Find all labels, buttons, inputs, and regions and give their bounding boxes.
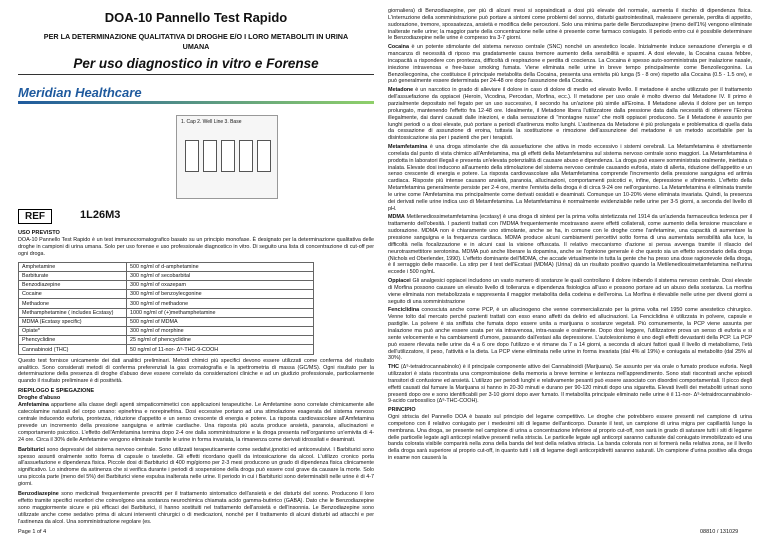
device-window bbox=[185, 140, 199, 172]
cutoff-value: 300 ng/ml of morphine bbox=[127, 327, 314, 336]
mdma-paragraph bbox=[388, 214, 752, 276]
barb-paragraph bbox=[18, 447, 374, 488]
benzo-paragraph bbox=[18, 491, 374, 526]
cutoff-drug: Methadone bbox=[19, 299, 127, 308]
cutoff-value: 300 ng/ml of benzoylecgonine bbox=[127, 290, 314, 299]
page-number: Page 1 of 4 bbox=[18, 529, 47, 535]
principle-title: PRINCIPIO bbox=[388, 407, 416, 414]
riepilogo-heading: RIEPILOGO E SPIEGAZIONE bbox=[18, 388, 95, 395]
device-window bbox=[203, 140, 217, 172]
cutoff-row bbox=[19, 327, 314, 336]
cutoff-row bbox=[19, 299, 314, 308]
methadone-text: è un narcotico in grado di alleviare il dolore in caso di dolore di medio ed elevato livello. Il metadone è anche utilizzato per il trattamento dell'assuefazione da oppiacei (Heroin, Vicodina, Percodan, Morfina, ecc.). Il metadone per uso orale è molto diverso dal Metadone IV. Il primo è parzialmente depositato nel fegato per un uso successivo, il secondo ha un'azione più simile all'Eroina. Il Metadone alleviа il dolore per un tempo prolungato, mantenendo l'effetto fra 12-48 ore. Idealmente, il Metadone libera l'utilizzatore dalla pressione data dalla necessità di ottenere l'Eroina illegalmente, dai danni causati dalle iniezioni, e dalla sensazione di "montagne russe" che molti oppiacei producono. Se il Metadone è assunto per lunghi periodi o a dosi elevate, può portare a periodi d'astinenza molto lunghi. L'astinenza da Metadone è più prolungata e problematica di quella data da cessazione di assunzione di eroina, tuttavia la sostituzione e rimozione dell'assunzione del metadone è un metodo accettabile per la disintossicazione sia per i pazienti che per i terapisti. bbox=[388, 87, 752, 142]
brand-area bbox=[18, 83, 374, 203]
cutoff-value: 25 ng/ml of phencyclidine bbox=[127, 336, 314, 345]
cocaine-text: è un potente stimolante del sistema nervoso centrale (SNC) nonché un anestetico locale. Inizialmente induce sensazione d'energia e di mancanza di necessità di riposo ma gradatamente causa tremore aumento della sensibilità e spasmi. A dosi elevate, la Cocaina causa febbre, incapacità a rispondere con prontezza, difficoltà di respirazione e perdita di coscienza. La Cocaina è spesso auto-somministrata per inalazione nasale, iniezione intravenosa e free-base smoking fumata. Viene eliminata nelle urine in breve tempo principalmente come Benzoilecgonina. La Benzoilecgonina, che costituisce il principale metabolita della Cocaina, presenta una emivita più lunga (5 - 8 ore) rispetto alla Cocaina (0.5 - 1.5 ore), e può generalmente essere determinata per 24-48 ore dopo l'assunzione della Cocaina. bbox=[388, 44, 752, 85]
device-labels: 1. Cap 2. Well Line 3. Base bbox=[181, 119, 242, 125]
cutoff-row bbox=[19, 290, 314, 299]
cutoff-drug: Benzodiazepine bbox=[19, 281, 127, 290]
cutoff-value: 50 ng/ml of 11-nor- Δ⁹-THC-9-COOH bbox=[127, 345, 314, 354]
use-title: Per uso diagnostico in vitro e Forense bbox=[73, 56, 319, 71]
right-column bbox=[388, 8, 752, 513]
cutoff-row bbox=[19, 308, 314, 317]
test-panel-image bbox=[176, 115, 278, 199]
methamphetamine-paragraph bbox=[388, 144, 752, 212]
cutoff-row bbox=[19, 262, 314, 271]
barb-title: Barbiturici bbox=[18, 446, 45, 453]
doc-subtitle bbox=[18, 32, 374, 52]
cutoff-value: 500 ng/ml of d-amphetamine bbox=[127, 262, 314, 271]
benzo-title: Benzodiazepine bbox=[18, 491, 59, 498]
cocaine-paragraph bbox=[388, 44, 752, 85]
methadone-paragraph bbox=[388, 87, 752, 142]
cutoff-drug: Cocaine bbox=[19, 290, 127, 299]
cutoff-row bbox=[19, 281, 314, 290]
cutoff-drug: Opiate* bbox=[19, 327, 127, 336]
brand-strip bbox=[18, 101, 374, 104]
methamphetamine-text: è una droga stimolante che dà assuefazione che attiva in modo eccessivo i sistemi cerebrali. La Metamfetamina è strettamente correlata dal punto di vista chimico all'Amfetamina, ma gli effetti della Metamfetamina sul sistema nervoso centrale sono maggiori. La Metamfetamina è prodotta in laboratori illegali e presenta un'elevata potenzialità di causare abuso e dipendenza. La droga può essere somministrata oralmente, iniettata o inalata. Elevate dosi inducono all'aumento della stimolazione del sistema nervoso centrale causando euforia, stato di allerta, riduzione dell'appetito e un senso crescente di energia e potere. La risposta cardiovascolare alla Metamfetamina comprende l'incremento della pressione sanguigna ed aritmia cardiaca. Risposte più intense causano ansietà, paranoia, allucinazioni, comportamenti psicotici e, infine, depressione e sfinimento. L'effetto della Metamfetamina generalmente persiste per 2-4 ore, mentre l'emivita della droga è di circa 9-24 ore nell'organismo. La Metamfetamina è eliminata tramite le urine come l'Amfetamina ma principalmente come derivati ossidati e deaminati. Comunque un 10-20% viene eliminata invariata. Quindi, la presenza dei derivati nelle urine indica uso di Metamfetamina. La Metamfetamina è normalmente evidenziabile nelle urine per 3-5 giorni, a seconda del livello di pH. bbox=[388, 144, 752, 212]
opiates-text: Gli analgesici oppiacei includono un vasto numero di sostanze le quali controllano il dolore inibendo il sistema nervoso centrale. Dosi elevate di Morfina possono causare un elevato livello di tolleranza e dipendenza fisiologica all'uso e possono portare ad un abuso della sostanza. La morfina viene eliminata non metabolizzata e rappresenta il maggior metabolita della codeina e dell'eroina. La Morfina è rilevabile nelle urine per diversi giorni a seguito di una somministrazione bbox=[388, 278, 752, 305]
cutoff-drug: Cannabinoid (THC) bbox=[19, 345, 127, 354]
after-table-text: Questo test fornisce unicamente dei dati analitici preliminari. Metodi chimici più specifici devono essere utilizzati come conferma del risultato analitico. Sono considerati metodi di conferma preferenziali la gas cromatografia e la spettrometria di massa (GC/MS). Ogni risultato per la determinazione della presenza di droghe d'abuso deve essere correlato da considerazioni cliniche e ad un giudizio professionale, particolarmente quando il risultato preliminare è di positività. bbox=[18, 357, 374, 385]
opiates-paragraph bbox=[388, 278, 752, 305]
opiates-title: Oppiacei bbox=[388, 278, 411, 285]
pcp-text: conosciuta anche come PCP, è un allucinogeno che venne commercializzato per la prima volta nel 1950 come anestetico chirurgico. Venne tolto dal mercato perché pazienti trattati con esso erano affetti da delirio ed allucinazioni. La Fenciclidina è utilizzata in polvere, capsule e pastiglie. La polvere è sia sniffata che fumata dopo essere unita a marijuana o sostanze vegetali. Più comunemente, la PCP viene assunta per inalazione ma può anche essere usata per via intravenosa, intra-nasale e oralmente. Dopo dosi leggere, l'utilizzatore prova un senso di euforia e si sente velocemente e ha cambiamenti d'umore, passando dall'estasi alla depressione. L'autolesionismo è uno degli effetti devastanti della PCP. La PCP può essere rilevata nelle urine da 4 a 6 ore dopo l'utilizzo e vi rimane da 7 a 14 giorni, a seconda di alcuni fattori quali il livello di metabolismo, l'età dell'utilizzatore, il peso, l'attività e la dieta. La PCP viene eliminata nelle urine in forma invariata (dal 4% al 19%) e coniugata al metabolito (dal 25% al 30%). bbox=[388, 307, 752, 362]
amph-title: Amfetamina bbox=[18, 402, 49, 409]
cutoff-row bbox=[19, 345, 314, 354]
subtitle-line-2: UMANA bbox=[182, 42, 210, 51]
thc-text: (Δ⁹-tetraidrocannabinolo) è il principale componente attivo dei Cannabinoidi (Marijuana). Se assunto per via orale o fumato produce euforia. Negli utilizzatori è stata riscontrata una compromissione della memoria a breve termine e lentezza nell'apprendimento. Sono stati riscontrati anche episodi transitori di confusione ed ansietà. L'utilizzo per periodi lunghi e relativamente pesanti può essere associato con disordini comportamentali. Il picco degli effetti causati dal fumare la Marijuana si hanno in 20-30 minuti e durano per 90-120 minuti dopo una sigaretta. Elevati livelli dei metaboliti urinari sono presenti dopo ore e sono identificabili per 3-10 giorni dopo aver fumato. Il metabolita principale eliminato nelle urine è il 11-nor- Δ⁹-tetraidrocannabinolo-9-acido carbossilico (Δ⁹-THC-COOH). bbox=[388, 364, 752, 405]
benzo-continued: giornaliera) di Benzodiazepine, per più di alcuni mesi si sopraindicati a dosi più elevate del normale, aumenta il rischio di dipendenza fisica. L'interruzione della somministrazione può portare a sintomi come problemi del sonno, disturbi gastrointestinali, malessere generale, perdita di appetito, sudorazione, tremore, spossatezza, ansietà e modifica delle percezioni. Solo una minima parte delle Benzodiazepine (meno dell'1%) vengono eliminate inalterate nelle urine; la maggior parte della concentrazione nelle urine è presente come farmaco coniugato. Il periodo entro cui è possibile determinare le Benzodiazepine nelle urine è compreso tra 3-7 giorni. bbox=[388, 8, 752, 42]
cutoff-drug: Methamphetamine ( includes Ecstasy) bbox=[19, 308, 127, 317]
mdma-title: MDMA bbox=[388, 214, 405, 221]
uso-text: DOA-10 Pannello Test Rapido è un test immunocromatografico basato su un principio monofase. È designato per la determinazione qualitativa delle droghe in campioni di urina umana. Solo per uso forense e uso professionale diagnostico in vitro. Di seguito una lista di concentrazione di cut-off per ogni droga. bbox=[18, 237, 374, 257]
amph-paragraph bbox=[18, 402, 374, 443]
mdma-text: Metilenediossimetamfetamina (ecstasy) è una droga di sintesi per la prima volta sintetizzata nel 1914 da un'azienda farmaceutica tedesca per il trattamento dell'obesità. I pazienti trattati con l'MDMA frequentemente mostravano avere effetti collaterali, come aumento della tensione muscolare e sudorazione. MDMA non è chiaramente uno stimolante, anche se ha, in comune con le droghe come l'anfetamine, una capacità di aumentare la pressione sanguigna e la frequenza cardiaca. MDMA produce alcuni cambiamenti percettivi sotto forma di una aumentata sensibilità alla luce, la difficoltà nella focalizzazione e in alcuni casi la visione offuscata. Il relativo meccanismo d'azione si pensa avvenga tramite il rilascio del neurotrasmettitore serotonina. MDMA può anche liberare la dopamina, anche se l'opinione generale è che questo sia un effetto secondario della droga (Nichols ed Oberlender, 1990). L'effetto dominante dell'MDMA, che accade virtualmente in tutta la gente che ha preso una dose ragionevole della droga, è il serraggio delle mascelle. La stirp per il test dell'Ecstasi (MDMA) (Urina) dà un risultato positivo quando la Metilenediossimetamfetamina nell'urina eccede i 500 ng/mL bbox=[388, 214, 752, 276]
cutoff-drug: Phencyclidine bbox=[19, 336, 127, 345]
cutoff-value: 300 ng/ml of secobarbital bbox=[127, 271, 314, 280]
cutoff-row bbox=[19, 271, 314, 280]
barb-text: sono depressivi del sistema nervoso centrale. Sono utilizzati terapeuticamente come sedativi,ipnotici ed anticonvulsivi. I Barbiturici sono spesso assunti oralmente sotto forma di capsule o tavolette. Gli effetti ricordano quelli da intossicazione da alcool. L'utilizzo cronico porta all'assuefazione e dipendenza fisica. Piccole dosi di Barbiturici di 400 mg/giorno per 2-3 mesi producono un grado di dipendenza fisica clinicamente significativo. Lo sindrome da astinenza che si verifica durante i periodi di sospensione della droga può essere così grave da causare la morte. Solo una piccola parte (meno del 5%) dei Barbiturici viene espulsa inalterata nelle urine. Il periodo in cui i Barbiturici sono determinabili nelle urine è di 4-7 giorni. bbox=[18, 446, 375, 488]
device-window bbox=[221, 140, 235, 172]
cutoff-drug: Amphetamine bbox=[19, 262, 127, 271]
cutoff-value: 1000 ng/ml of (+)methamphetamine bbox=[127, 308, 314, 317]
methadone-title: Metadone bbox=[388, 87, 414, 94]
title-divider bbox=[18, 74, 374, 75]
device-window bbox=[257, 140, 271, 172]
methamphetamine-title: Metamfetamina bbox=[388, 144, 428, 151]
cutoff-table bbox=[18, 262, 314, 355]
pcp-title: Fenciclidina bbox=[388, 307, 420, 314]
pcp-paragraph bbox=[388, 307, 752, 362]
thc-title: THC bbox=[388, 364, 400, 371]
cutoff-row bbox=[19, 336, 314, 345]
device-window bbox=[239, 140, 253, 172]
cutoff-row bbox=[19, 317, 314, 326]
ref-row bbox=[18, 207, 374, 227]
left-column bbox=[18, 10, 374, 530]
ref-code: 1L26M3 bbox=[80, 209, 121, 221]
principle-text: Ogni striscia del Pannello DOA è basato sul principio del legame competitivo. Le droghe che potrebbero essere presenti nel campione di urina competono con il relativo coniugato per i medesimi siti di legame dell'anticorpo. Durante il test, un campione di urina migra per capillarità lungo la membrana. Una droga, se presente nel campione di urina a concentrazione inferiore al proprio cut-off, non sarà in grado di saturare tutti i siti di legame delle particelle legate agli anticorpi relative presenti nella striscia. Le particelle legate agli anticorpi saranno catturate dal coniugato immobilizzato ed una banda colorata visibile comparirà nella zona della banda del test della relativa striscia. La banda colorata non si formerà nella relativa zona, se il livello della droga sarà superiore al proprio cut-off, in quanto tutti i siti di legame degli anticorpidiretti saranno saturati. Un campione d'urina positivo alla droga in esame non causerà la bbox=[388, 414, 752, 462]
subtitle-line-1: PER LA DETERMINAZIONE QUALITATIVA DI DROGHE E/O I LORO METABOLITI IN URINA bbox=[43, 32, 349, 41]
benzo-text: sono medicinali frequentemente prescritti per il trattamento sintomatico dell'ansietà e dei disturbi del sonno. Producono il loro effetto tramite specifici recettori che coinvolgono una sostanza neurochimica chiamata acido gamma-butirrico (GABA). Dato che le Benzodiazepine sono maggiormente sicure e più efficaci dei Barbiturici, il hanno sostituiti nel trattamento dell'ansietà e dell'insonnia. Le Benzodiazepine sono utilizzate anche come sedativo prima di alcuni interventi chirurgici o di medicazioni, nonché per il trattamento di alcuni disturbi ad attacchi e per l'astinenza da alcol. Una somministrazione regolare (es. bbox=[18, 491, 374, 525]
brand-logo: Meridian Healthcare bbox=[18, 85, 142, 100]
doc-title: DOA-10 Pannello Test Rapido bbox=[104, 10, 288, 25]
thc-paragraph bbox=[388, 364, 752, 405]
cocaine-title: Cocaina bbox=[388, 44, 409, 51]
principle-heading bbox=[388, 407, 752, 414]
cutoff-drug: MDMA (Ecstasy specific) bbox=[19, 317, 127, 326]
amph-text: appartiene alla classe degli agenti simpaticomimetici con applicazioni terapeutiche. Le Amfetamine sono correlate chimicamente alle catecolamine naturali del corpo umano: epinefrina e norepinefrina. Dosi eccessive portano ad una stimolazione esagerata del sistema nervoso centrale inducendo euforia, prontezza, riduzione d'appetito e un senso crescente di energia e potere. La risposta cardiovascolare all'Amfetamina prevede un incremento della pressione sanguigna e aritmie cardiache. Una risposta più acuta produce ansietà, paranoia, allucinazioni e comportamento psicotico. L'effetto dell'Amfetamina termina dopo 2-4 ore dalla somministrazione e la droga presenta nell'organismo un'emivita di 4-24 ore. Circa il 30% delle Amfetamine vengono eliminate tramite le urine in forma invariata, la rimanenza come derivati idrossilati e deaminati. bbox=[18, 402, 374, 443]
cutoff-value: 300 ng/ml of oxazepam bbox=[127, 281, 314, 290]
drugs-subheading: Droghe d'abuso bbox=[18, 395, 61, 402]
document-number: 08810 / 131029 bbox=[700, 529, 739, 535]
cutoff-value: 300 ng/ml of methadone bbox=[127, 299, 314, 308]
uso-heading: USO PREVISTO bbox=[18, 230, 60, 236]
cutoff-drug: Barbiturate bbox=[19, 271, 127, 280]
cutoff-value: 500 ng/ml of MDMA bbox=[127, 317, 314, 326]
ref-label: REF bbox=[18, 209, 52, 224]
